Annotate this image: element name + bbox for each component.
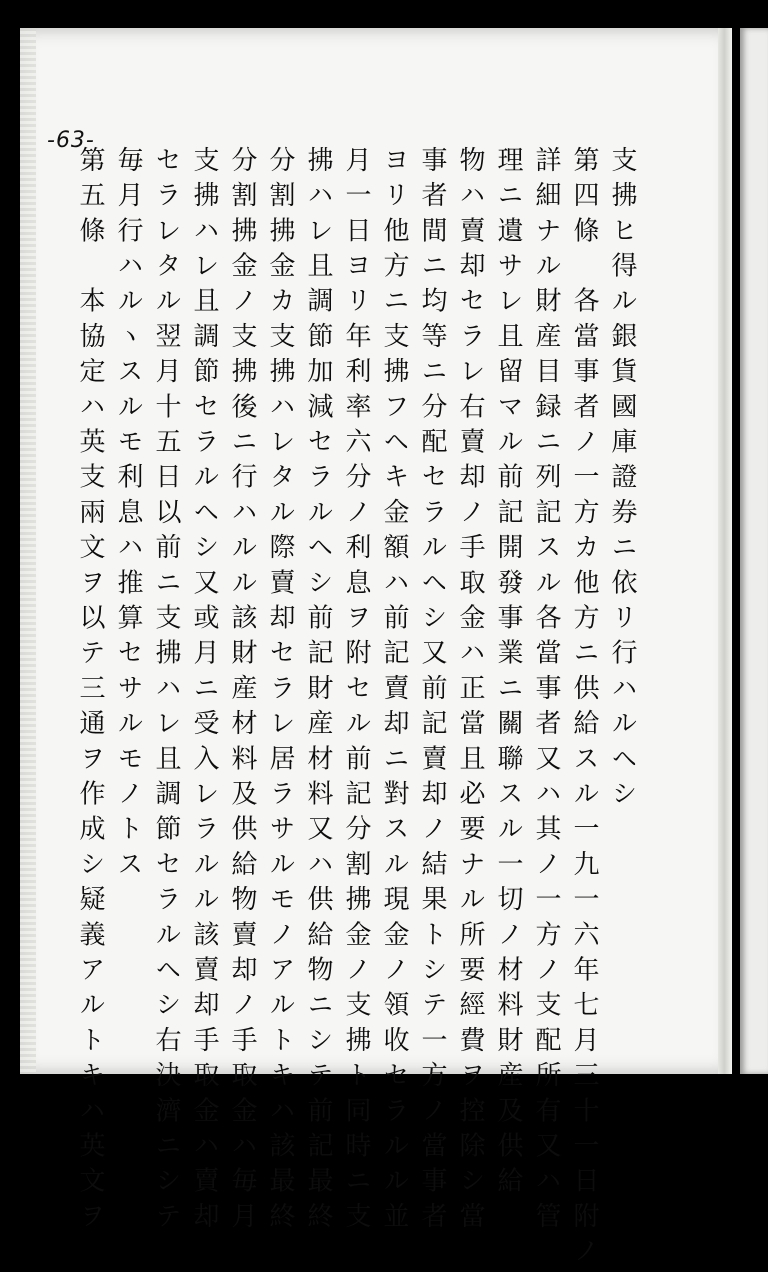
text-column-6: 事者間ニ均等ニ分配セラルヘシ又前記賣却ノ結果トシテ一方ノ當事者 [417,146,447,1238]
text-column-1: 支拂ヒ得ル銀貨國庫證券ニ依リ行ハルヘシ [607,146,637,815]
text-column-7: ヨリ他方ニ支拂フヘキ金額ハ前記賣却ニ對スル現金ノ領收セラルル並 [379,146,409,1238]
text-column-9: 拂ハレ且調節加減セラルヘシ前記財産材料又ハ供給物ニシテ前記最終 [303,146,333,1238]
text-column-3: 詳細ナル財産目録ニ列記スル各當事者又ハ其ノ一方ノ支配所有又ハ管 [531,146,561,1238]
text-column-2: 第四條 各當事者ノ一方カ他方ニ供給スル一九一六年七月三十一日附ノ [569,146,599,1272]
text-column-15: 第五條 本協定ハ英支兩文ヲ以テ三通ヲ作成シ疑義アルトキハ英文ヲ [75,146,105,1238]
text-column-8: 月一日ヨリ年利率六分ノ利息ヲ附セル前記分割拂金ノ支拂ト同時ニ支 [341,146,371,1238]
text-column-5: 物ハ賣却セラレ右賣却ノ手取金ハ正當且必要ナル所要經費ヲ控除シ當 [455,146,485,1238]
text-column-12: 支拂ハレ且調節セラルヘシ又或月ニ受入レラルル該賣却手取金ハ賣却 [189,146,219,1238]
vertical-text-body [70,146,640,1272]
text-column-14: 毎月行ハルヽスルモ利息ハ推算セサルモノトス [113,146,143,886]
page-left-edge [20,28,36,1074]
text-column-11: 分割拂金ノ支拂後ニ行ハルル該財産材料及供給物賣却ノ手取金ハ毎月 [227,146,257,1238]
page-number: -63- [47,128,95,153]
facing-page-strip [740,28,768,1074]
text-column-10: 分割拂金カ支拂ハレタル際賣却セラレ居ラサルモノアルトキハ該最終 [265,146,295,1238]
page-fold-shadow [718,28,732,1074]
text-column-4: 理ニ遺サレ且留マル前記開發事業ニ關聯スル一切ノ材料財産及供給 [493,146,523,1202]
text-column-13: セラレタル翌月十五日以前ニ支拂ハレ且調節セラルヘシ右決濟ニシテ [151,146,181,1238]
